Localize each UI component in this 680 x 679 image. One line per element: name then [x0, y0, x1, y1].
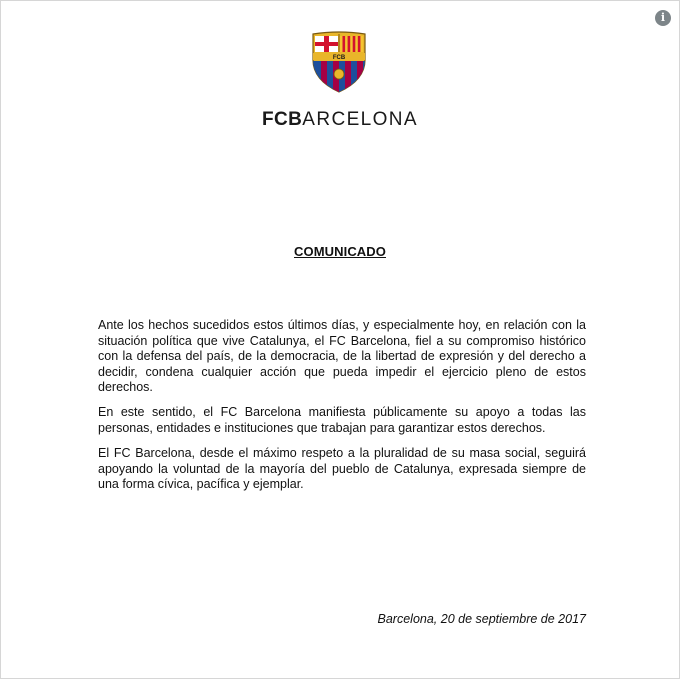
brand-wordmark: [0, 109, 680, 131]
brand-wordmark-rest: ARCELONA: [302, 109, 418, 130]
crest-text: FCB: [332, 55, 346, 61]
dateline: Barcelona, 20 de septiembre de 2017: [377, 612, 586, 626]
brand-wordmark-bold: FCB: [262, 109, 303, 130]
document-title: COMUNICADO: [294, 244, 386, 259]
info-icon[interactable]: i: [655, 10, 671, 26]
paragraph-3: El FC Barcelona, desde el máximo respeto a la pluralidad de su masa social, seguirá apoyando la voluntad de la mayoría del pueblo de Catalunya, expresada siempre de una forma cívica, pacífica y ejemplar.: [98, 446, 586, 491]
fc-barcelona-crest: [309, 30, 369, 94]
paragraph-1: Ante los hechos sucedidos estos últimos días, y especialmente hoy, en relación con la situación política que vive Catalunya, el FC Barcelona, fiel a su compromiso histórico con la defensa del país, de la democracia, de la libertad de expresión y del derecho a decidir, condena cualquier acción que pueda impedir el ejercicio pleno de estos derechos.: [98, 318, 586, 394]
paragraph-2: En este sentido, el FC Barcelona manifiesta públicamente su apoyo a todas las personas, entidades e instituciones que trabajan para garantizar estos derechos.: [98, 405, 586, 435]
